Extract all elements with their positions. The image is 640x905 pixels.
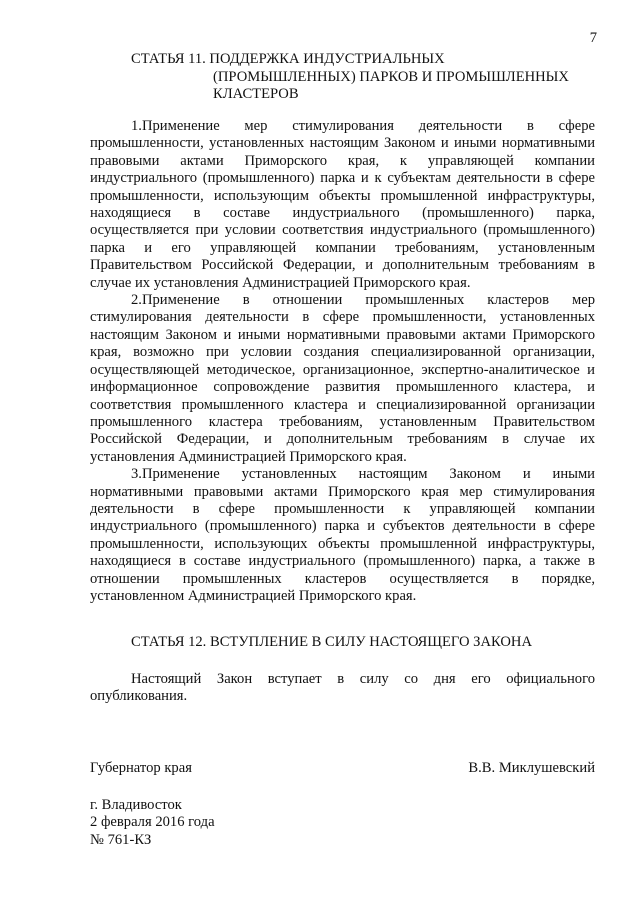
article-11-title: [131, 51, 569, 104]
article-12-title: СТАТЬЯ 12. ВСТУПЛЕНИЕ В СИЛУ НАСТОЯЩЕГО ЗАКОНА: [131, 634, 532, 650]
article-12-paragraph: Настоящий Закон вступает в силу со дня его официального опубликования.: [90, 671, 595, 705]
article-11-title-line-3: КЛАСТЕРОВ: [213, 86, 299, 102]
article-11-paragraph-2: 2.Применение в отношении промышленных кластеров мер стимулирования деятельности в сфере промышленности, установленных настоящим Законом и иными нормативными правовыми актами Приморского края, возможно при условии создания специализированной организации, осуществляющей методическое, организационное, экспертно-аналитическое и информационное сопровождение развития промышленного кластера, и соответствия промышленного кластера и специализированной организации промышленного кластера требованиям, установленным Правительством Российской Федерации, и дополнительным требованиям в случае их установления Администрацией Приморского края.: [90, 292, 595, 465]
article-11-title-line-1: СТАТЬЯ 11. ПОДДЕРЖКА ИНДУСТРИАЛЬНЫХ: [131, 51, 445, 67]
article-11-paragraph-3: 3.Применение установленных настоящим Законом и иными нормативными правовыми актами Приморского края мер стимулирования деятельности в сфере промышленности к управляющей компании индустриального (промышленного) парка и субъектов деятельности в сфере промышленности, использующих объекты промышленной инфраструктуры, находящиеся в составе индустриального (промышленного) парка, а также в отношении промышленных кластеров осуществляется в порядке, установленном Администрацией Приморского края.: [90, 466, 595, 604]
law-number: № 761-КЗ: [90, 831, 152, 848]
article-11-title-line-2: (ПРОМЫШЛЕННЫХ) ПАРКОВ И ПРОМЫШЛЕННЫХ: [213, 68, 569, 85]
article-11-body: [90, 118, 595, 605]
signature-row: [90, 760, 595, 777]
place-date-block: [90, 797, 215, 849]
signatory-name: В.В. Миклушевский: [468, 760, 595, 776]
article-12-body: [90, 671, 595, 706]
city: г. Владивосток: [90, 797, 182, 813]
signatory-position: Губернатор края: [90, 760, 192, 776]
date: 2 февраля 2016 года: [90, 814, 215, 831]
page-number: 7: [589, 30, 597, 46]
article-11-paragraph-1: 1.Применение мер стимулирования деятельности в сфере промышленности, установленных настоящим Законом и иными нормативными правовыми актами Приморского края, к управляющей компании индустриального (промышленного) парка и к субъектам деятельности в сфере промышленности, использующим объекты промышленной инфраструктуры, находящиеся в составе индустриального (промышленного) парка, осуществляется при условии соответствия индустриального (промышленного) парка и его управляющей компании требованиям, установленным Правительством Российской Федерации, и дополнительным требованиям в случае их установления Администрацией Приморского края.: [90, 118, 595, 291]
